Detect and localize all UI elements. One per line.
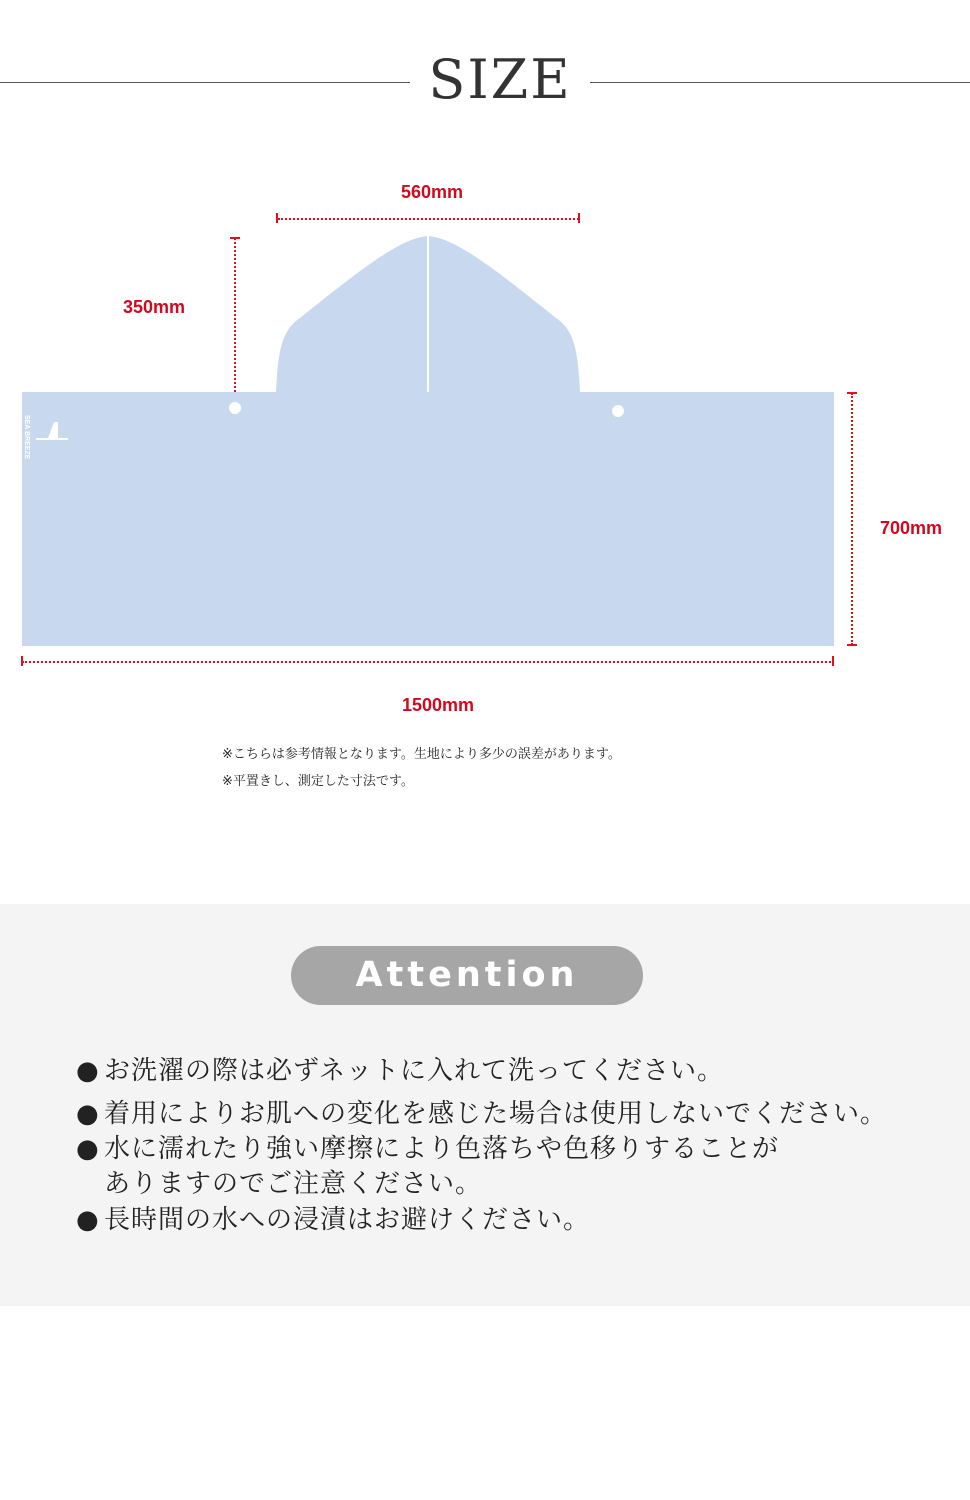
hood-height-label: 350mm	[123, 297, 186, 317]
attention-item-soak	[76, 1202, 590, 1238]
towel-height-tick-bottom	[847, 644, 857, 646]
attention-item-text: お洗濯の際は必ずネットに入れて洗ってください。	[104, 1056, 724, 1086]
measurement-note: ※平置きし、測定した寸法です。	[222, 774, 414, 789]
hood-width-line	[278, 218, 579, 220]
towel-width-tick-left	[21, 656, 23, 666]
attention-heading: Attention	[291, 946, 643, 1005]
towel-height-tick-top	[847, 392, 857, 394]
title-rule-right	[590, 82, 970, 83]
brand-logo-icon	[34, 402, 68, 440]
attention-item-text: 水に濡れたり強い摩擦により色落ちや色移りすることが	[104, 1134, 780, 1164]
hood-height-line	[234, 238, 236, 392]
snap-button-left	[229, 402, 241, 414]
bullet-icon: ●	[76, 1099, 100, 1129]
hood-width-label: 560mm	[401, 182, 464, 202]
attention-item-color	[76, 1131, 779, 1167]
reference-note: ※こちらは参考情報となります。生地により多少の誤差があります。	[222, 747, 621, 762]
towel-width-label: 1500mm	[402, 695, 475, 715]
towel-body	[22, 392, 834, 646]
attention-item-text: ありますのでご注意ください。	[104, 1169, 483, 1199]
size-heading: SIZE	[428, 48, 572, 111]
towel-height-label: 700mm	[880, 518, 943, 538]
bullet-icon: ●	[76, 1134, 100, 1164]
brand-logo-text: SEA BREEZE	[23, 415, 30, 460]
towel-height-line	[851, 393, 853, 645]
towel-width-line	[22, 661, 834, 663]
title-rule-left	[0, 82, 410, 83]
hood-width-tick-left	[276, 213, 278, 223]
attention-item-text: 着用によりお肌への変化を感じた場合は使用しないでください。	[104, 1099, 888, 1129]
hood-width-tick-right	[578, 213, 580, 223]
snap-button-right	[612, 405, 624, 417]
towel-width-tick-right	[832, 656, 834, 666]
hood-shape	[270, 230, 586, 394]
bullet-icon: ●	[76, 1205, 100, 1235]
bullet-icon: ●	[76, 1056, 100, 1086]
attention-item-wash	[76, 1053, 724, 1089]
attention-item-text: 長時間の水への浸漬はお避けください。	[104, 1205, 591, 1235]
attention-item-color-cont	[76, 1166, 482, 1202]
hood-height-tick-top	[230, 237, 240, 239]
attention-item-skin	[76, 1096, 887, 1132]
